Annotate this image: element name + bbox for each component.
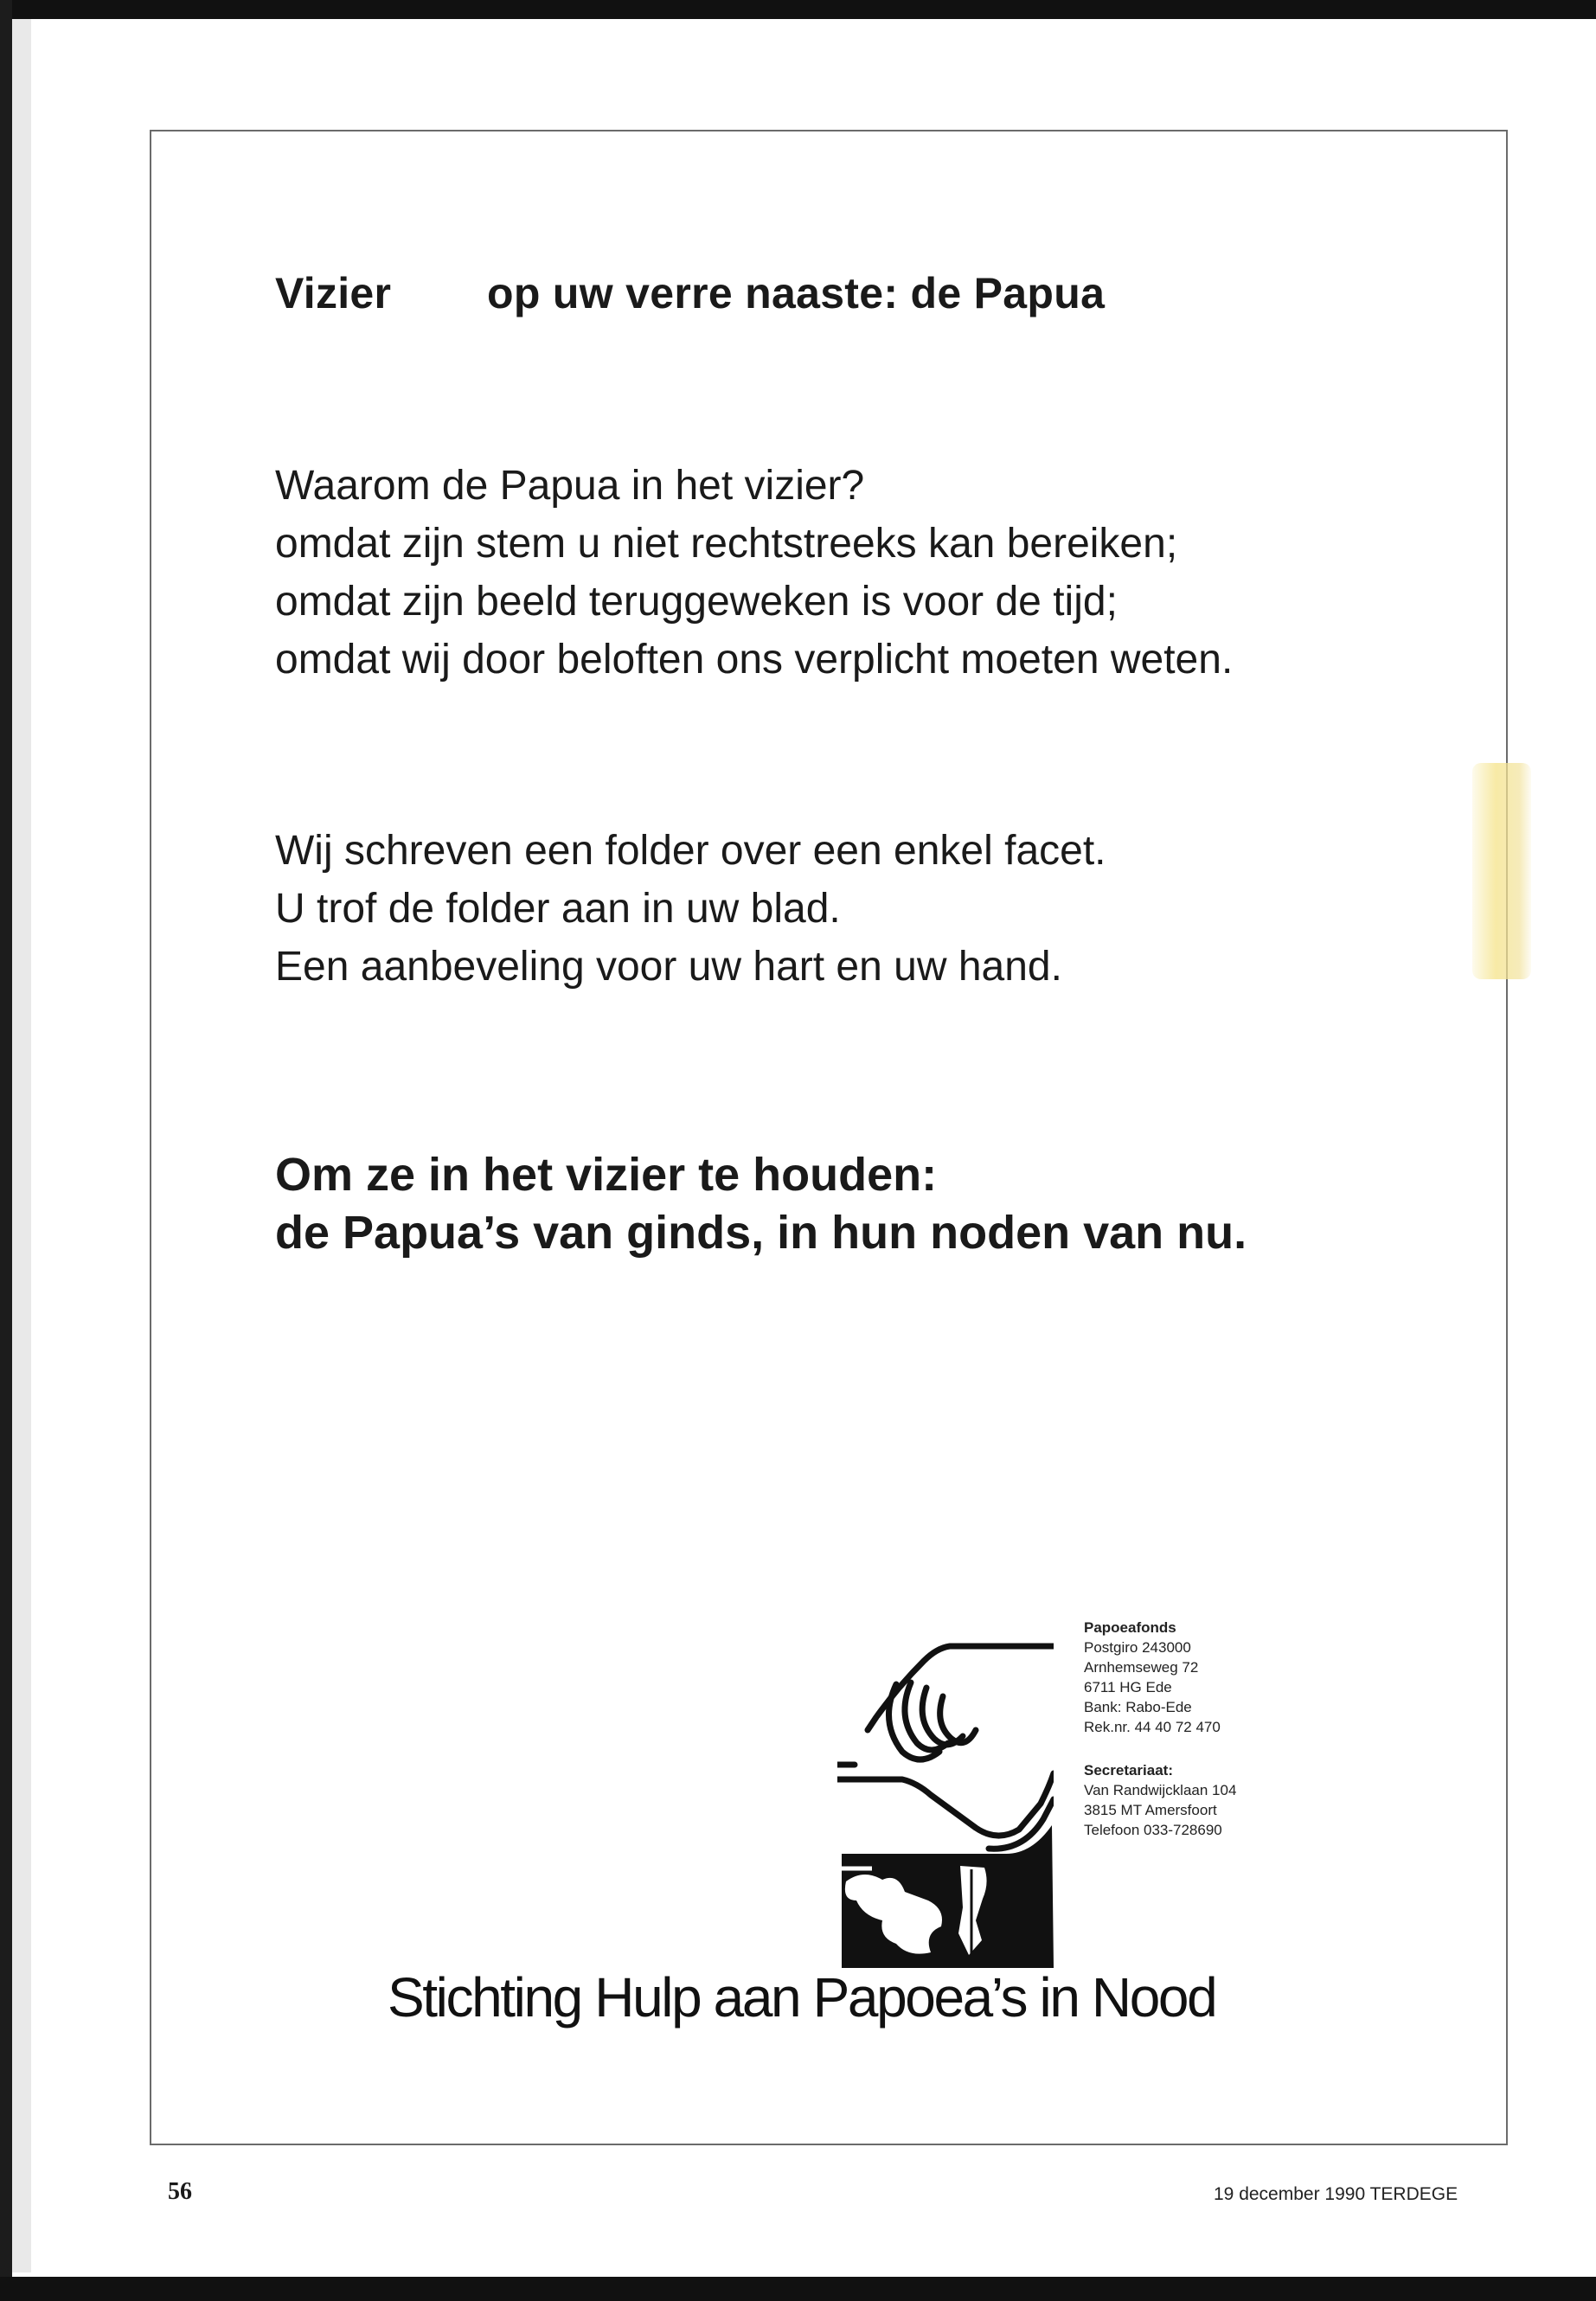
- secretariat-line: Telefoon 033-728690: [1084, 1822, 1222, 1838]
- headline-part2: op uw verre naaste: de Papua: [487, 269, 1106, 317]
- paragraph-why: [275, 457, 1233, 689]
- page-number: 56: [168, 2178, 192, 2205]
- organization-name: Stichting Hulp aan Papoea’s in Nood: [388, 1966, 1216, 2029]
- paragraph-line: Wij schreven een folder over een enkel facet.: [275, 828, 1106, 874]
- advertisement-frame: [150, 130, 1508, 2145]
- secretariat-line: 3815 MT Amersfoort: [1084, 1802, 1217, 1818]
- tape-mark: [1472, 763, 1531, 979]
- cta-line: de Papua’s van ginds, in hun noden van nu.: [275, 1207, 1247, 1259]
- scan-edge-top: [0, 0, 1596, 19]
- paragraph-line: Een aanbeveling voor uw hart en uw hand.: [275, 944, 1062, 990]
- secretariat-title: Secretariaat:: [1084, 1762, 1174, 1779]
- cta-line: Om ze in het vizier te houden:: [275, 1149, 938, 1201]
- scan-edge-left: [0, 0, 12, 2301]
- paragraph-folder: [275, 822, 1106, 996]
- fund-line: Bank: Rabo-Ede: [1084, 1699, 1192, 1715]
- fund-line: Rek.nr. 44 40 72 470: [1084, 1719, 1221, 1735]
- headline: [275, 268, 1105, 318]
- call-to-action: [275, 1146, 1247, 1262]
- paragraph-line: omdat wij door beloften ons verplicht moeten weten.: [275, 637, 1234, 683]
- fund-line: Arnhemseweg 72: [1084, 1659, 1199, 1676]
- paragraph-line: omdat zijn stem u niet rechtstreeks kan bereiken;: [275, 521, 1178, 567]
- scan-edge-bottom: [0, 2277, 1596, 2301]
- helping-hand-logo-icon: [837, 1622, 1054, 1968]
- paragraph-line: U trof de folder aan in uw blad.: [275, 886, 841, 932]
- fund-line: 6711 HG Ede: [1084, 1679, 1172, 1695]
- spacer: [1084, 1737, 1236, 1760]
- scan-gutter: [12, 19, 31, 2272]
- fund-title: Papoeafonds: [1084, 1619, 1176, 1636]
- secretariat-line: Van Randwijcklaan 104: [1084, 1782, 1237, 1798]
- fund-line: Postgiro 243000: [1084, 1639, 1191, 1656]
- paragraph-line: Waarom de Papua in het vizier?: [275, 463, 865, 509]
- contact-info: [1084, 1618, 1236, 1840]
- headline-part1: Vizier: [275, 269, 392, 317]
- paragraph-line: omdat zijn beeld teruggeweken is voor de tijd;: [275, 579, 1118, 625]
- footer-date: 19 december 1990 TERDEGE: [1214, 2184, 1458, 2204]
